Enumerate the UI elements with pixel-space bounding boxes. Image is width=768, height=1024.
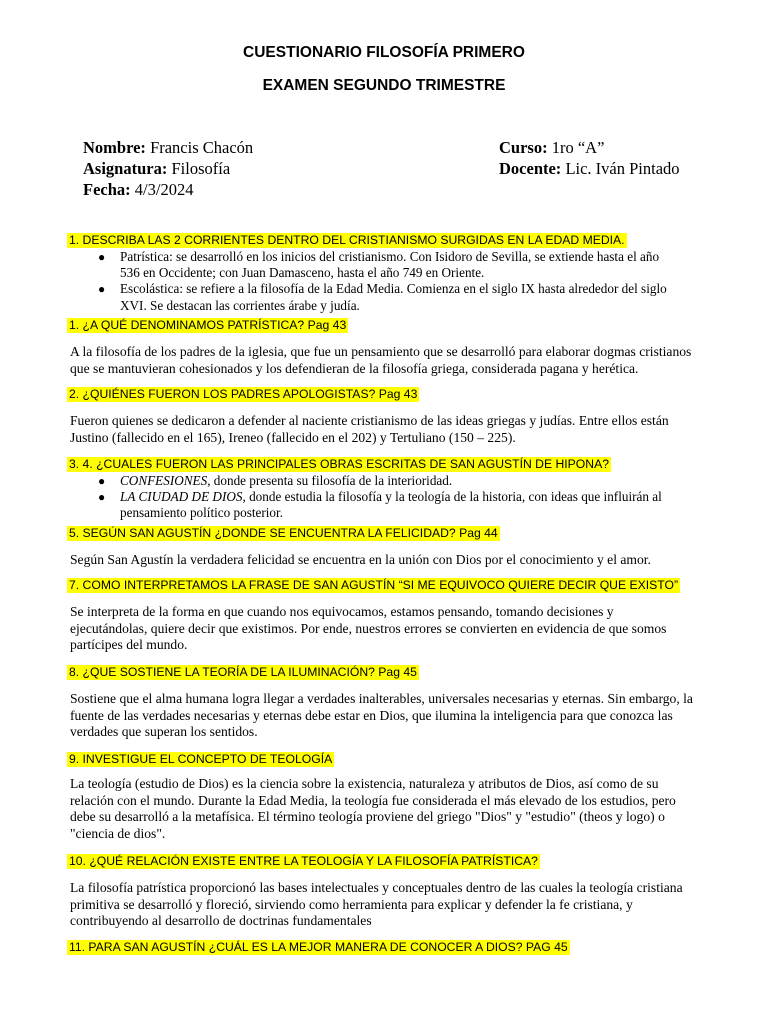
curso-value: 1ro “A” [551, 138, 605, 157]
asignatura-value: Filosofía [171, 159, 231, 178]
answer-line: Fueron quienes se dedicaron a defender al naciente cristianismo de las ideas griegas y judías. Entre ellos están [70, 413, 669, 428]
list-item [0, 473, 705, 489]
question-8 [67, 664, 419, 681]
question-text: 3. 4. ¿CUALES FUERON LAS PRINCIPALES OBRAS ESCRITAS DE SAN AGUSTÍN DE HIPONA? [69, 457, 609, 471]
question-11 [67, 939, 570, 956]
question-5 [67, 525, 500, 542]
answer-teologia [70, 776, 730, 842]
answer-line: partícipes del mundo. [70, 637, 188, 653]
asignatura-field [83, 159, 230, 179]
nombre-label: Nombre: [83, 138, 146, 157]
question-1 [67, 232, 627, 249]
bullet-list-obras [0, 473, 705, 522]
answer-line: Se interpreta de la forma en que cuando nos equivocamos, estamos pensando, tomando decisiones y [70, 604, 614, 619]
question-2 [67, 317, 348, 334]
answer-felicidad [70, 552, 730, 569]
bullet-line: XVI. Se destacan las corrientes árabe y judía. [120, 297, 360, 313]
question-9 [67, 751, 334, 768]
bullet-icon: ● [98, 474, 106, 488]
answer-relacion [70, 880, 730, 930]
fecha-field [83, 180, 193, 200]
question-text: 11. PARA SAN AGUSTÍN ¿CUÁL ES LA MEJOR MANERA DE CONOCER A DIOS? PAG 45 [69, 940, 568, 954]
nombre-value: Francis Chacón [150, 138, 254, 157]
question-text: 7. COMO INTERPRETAMOS LA FRASE DE SAN AGUSTÍN “SI ME EQUIVOCO QUIERE DECIR QUE EXISTO” [69, 578, 679, 592]
answer-line: relación con el mundo. Durante la Edad Media, la teología fue considerada el más elevado de los estudios, pero [70, 792, 676, 808]
answer-patristica [70, 344, 730, 377]
bullet-icon: ● [98, 490, 106, 505]
list-item [0, 249, 705, 281]
fecha-label: Fecha: [83, 180, 131, 199]
answer-line: La filosofía patrística proporcionó las bases intelectuales y conceptuales dentro de las cuales la teología cristiana [70, 880, 683, 895]
asignatura-label: Asignatura: [83, 159, 168, 178]
docente-label: Docente: [499, 159, 562, 178]
answer-line: contribuyendo al desarrollo de doctrinas fundamentales [70, 913, 372, 929]
docente-field [499, 159, 680, 179]
answer-line: fuente de las verdades necesarias y eternas debe estar en Dios, que ilumina la inteligencia para que conozca las [70, 707, 673, 723]
bullet-line: Escolástica: se refiere a la filosofía de la Edad Media. Comienza en el siglo IX hasta alrededor del siglo [120, 281, 667, 297]
answer-line: A la filosofía de los padres de la iglesia, que fue un pensamiento que se desarrolló para elaborar dogmas cristianos [70, 344, 692, 359]
question-text: 1. ¿A QUÉ DENOMINAMOS PATRÍSTICA? Pag 43 [69, 318, 347, 332]
question-text: 8. ¿QUE SOSTIENE LA TEORÍA DE LA ILUMINACIÓN? Pag 45 [69, 665, 417, 679]
question-7 [67, 577, 680, 594]
nombre-field [83, 138, 253, 158]
docente-value: Lic. Iván Pintado [565, 159, 680, 178]
list-item [0, 281, 705, 313]
question-text: 2. ¿QUIÉNES FUERON LOS PADRES APOLOGISTAS? Pag 43 [69, 387, 418, 401]
bullet-icon: ● [98, 250, 106, 264]
answer-line: Sostiene que el alma humana logra llegar a verdades inalterables, universales necesarias y eternas. Sin embargo, la [70, 691, 693, 706]
question-text: 9. INVESTIGUE EL CONCEPTO DE TEOLOGÍA [69, 752, 333, 766]
answer-iluminacion [70, 691, 730, 741]
answer-apologistas [70, 413, 730, 446]
bullet-line: 536 en Occidente; con Juan Damasceno, hasta el año 749 en Oriente. [120, 265, 485, 281]
list-item [0, 489, 705, 521]
answer-line: primitiva se desarrolló y floreció, sirviendo como herramienta para explicar y defender la fe cristiana, y [70, 896, 633, 912]
answer-line: Justino (fallecido en el 165), Ireneo (fallecido en el 202) y Tertuliano (150 – 225). [70, 429, 516, 445]
answer-line: "ciencia de dios". [70, 825, 166, 841]
bullet-list-corrientes [0, 249, 705, 314]
answer-line: ejecutándolas, quiere decir que existimos. Por ende, nuestros errores se convierten en evidencia de que somos [70, 620, 667, 636]
bullet-line: pensamiento político posterior. [120, 505, 283, 521]
work-title: CONFESIONES [120, 473, 208, 488]
bullet-line: , donde presenta su filosofía de la interioridad. [207, 473, 453, 488]
question-text: 1. DESCRIBA LAS 2 CORRIENTES DENTRO DEL CRISTIANISMO SURGIDAS EN LA EDAD MEDIA. [69, 233, 625, 247]
question-text: 5. SEGÚN SAN AGUSTÍN ¿DONDE SE ENCUENTRA LA FELICIDAD? Pag 44 [69, 526, 498, 540]
answer-line: La teología (estudio de Dios) es la ciencia sobre la existencia, naturaleza y atributos de Dios, así como de su [70, 776, 659, 791]
question-10 [67, 853, 540, 870]
document-subtitle: EXAMEN SEGUNDO TRIMESTRE [262, 77, 506, 94]
curso-label: Curso: [499, 138, 548, 157]
document-title: CUESTIONARIO FILOSOFÍA PRIMERO [243, 44, 525, 61]
question-3 [67, 386, 419, 403]
work-title: LA CIUDAD DE DIOS [120, 489, 243, 505]
question-4 [67, 456, 611, 473]
answer-line: que se mantuvieran cohesionados y los defendieran de la filosofía griega, considerada pagana y herética. [70, 360, 639, 376]
fecha-value: 4/3/2024 [134, 180, 194, 199]
answer-frase [70, 604, 730, 654]
bullet-line: , donde estudia la filosofía y la teología de la historia, con ideas que influirán al [242, 489, 662, 505]
answer-line: Según San Agustín la verdadera felicidad se encuentra en la unión con Dios por el conocimiento y el amor. [70, 552, 651, 567]
bullet-icon: ● [98, 282, 106, 297]
question-text: 10. ¿QUÉ RELACIÓN EXISTE ENTRE LA TEOLOGÍA Y LA FILOSOFÍA PATRÍSTICA? [69, 854, 538, 868]
answer-line: verdades que superan los sentidos. [70, 724, 258, 740]
bullet-line: Patrística: se desarrolló en los inicios del cristianismo. Con Isidoro de Sevilla, se extiende hasta el año [120, 249, 660, 264]
answer-line: debe su desarrolló a la metafísica. El término teología proviene del griego "Dios" y "estudio" (theos y logo) o [70, 809, 665, 825]
curso-field [499, 138, 604, 158]
